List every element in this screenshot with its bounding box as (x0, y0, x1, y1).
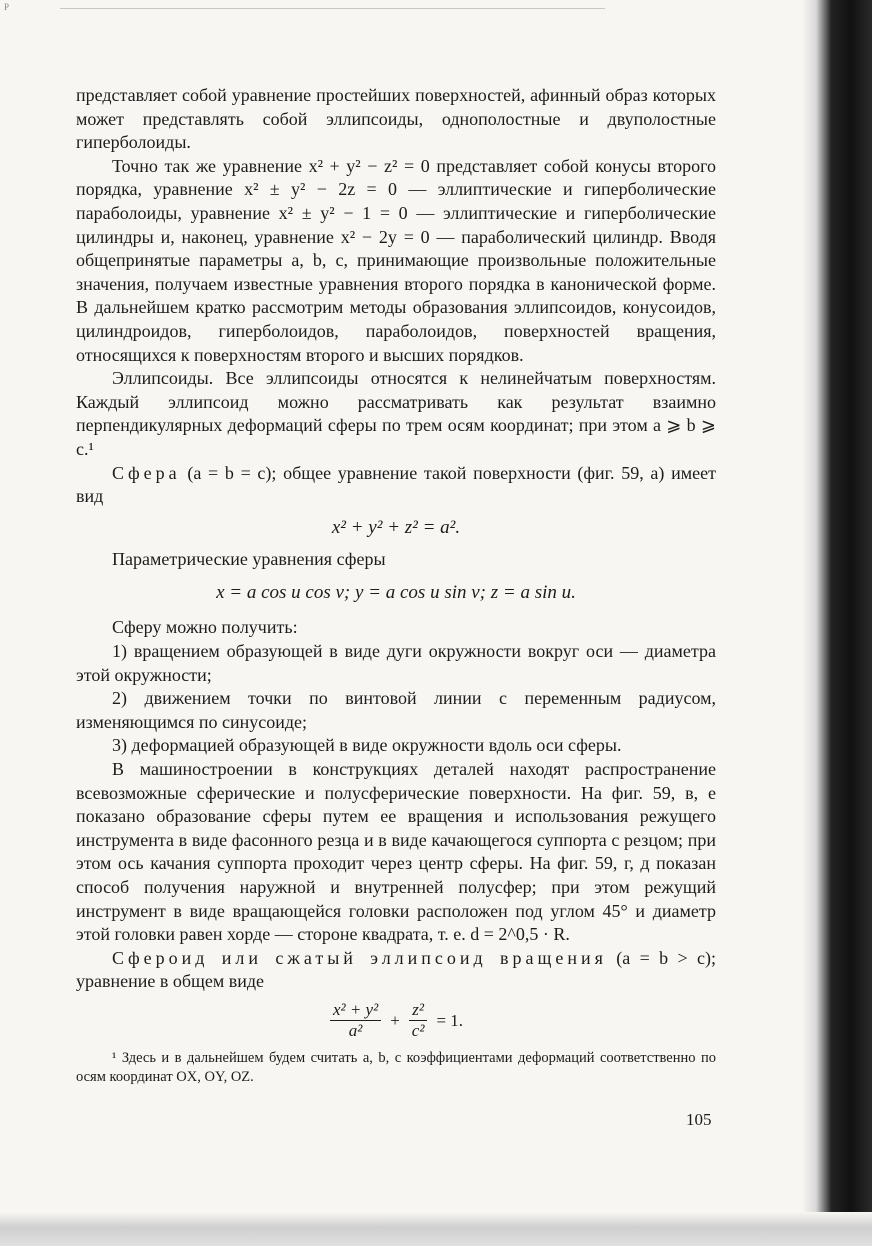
fraction-xy-numerator: x² + y² (330, 1000, 381, 1021)
paragraph-ellipsoids: Эллипсоиды. Все эллипсоиды относятся к нелинейчатым поверхностям. Каждый эллипсоид можно рассматривать как результат взаимно перпендикулярных деформаций сферы по трем осям координат; при этом a ⩾ b ⩾ c.¹ (76, 368, 716, 459)
fraction-z-denominator: c² (411, 1020, 425, 1040)
book-binding-shadow (802, 0, 872, 1246)
fraction-z (409, 1000, 428, 1041)
plus-sign: + (390, 1010, 400, 1030)
sphere-label: Сфера (112, 462, 181, 483)
paragraph-sphere (76, 462, 716, 509)
scan-mark: P (4, 2, 10, 12)
sphere-equation: x² + y² + z² = a². (331, 516, 461, 538)
fraction-xy (330, 1000, 381, 1041)
list-item-helix: 2) движением точки по винтовой линии с переменным радиусом, изменяющимся по синусоиде; (76, 688, 716, 732)
scan-edge-line (60, 8, 605, 13)
paragraph-spheroid (76, 947, 716, 994)
sphere-text: (a = b = c); общее уравнение такой поверхности (фиг. 59, a) имеет вид (76, 462, 716, 507)
fraction-z-numerator: z² (409, 1000, 427, 1021)
page-body (76, 84, 716, 1087)
paragraph-parametric: Параметрические уравнения сферы (112, 549, 386, 570)
spheroid-equation (76, 1000, 716, 1041)
fraction-xy-denominator: a² (348, 1020, 363, 1040)
paragraph-methods-intro: Сферу можно получить: (112, 617, 298, 638)
page-bottom-edge (0, 1212, 872, 1246)
spheroid-label: Сфероид или сжатый эллипсоид вращения (112, 947, 607, 968)
list-item-deformation: 3) деформацией образующей в виде окружности вдоль оси сферы. (112, 735, 622, 756)
parametric-equations: x = a cos u cos v; y = a cos u sin v; z = a sin u. (216, 581, 576, 603)
spheroid-text: (a = b > c); уравнение в общем виде (76, 947, 716, 992)
page-number: 105 (686, 1110, 712, 1129)
footnote: ¹ Здесь и в дальнейшем будем считать a, b, c коэффициентами деформаций соответственно по осям координат OX, OY, OZ. (76, 1049, 716, 1085)
equals-one: = 1. (436, 1010, 464, 1030)
list-item-rotation: 1) вращением образующей в виде дуги окружности вокруг оси — диаметра этой окружности; (76, 641, 716, 685)
paragraph-quadrics: Точно так же уравнение x² + y² − z² = 0 представляет собой конусы второго порядка, уравнение x² ± y² − 2z = 0 — эллиптические и гиперболические параболоиды, уравнение x² ± y² − 1 = 0 — эллиптические и гиперболические цилиндры и, наконец, уравнение x² − 2y = 0 — параболический цилиндр. Вводя общепринятые параметры a, b, c, принимающие произвольные положительные значения, получаем известные уравнения второго порядка в канонической форме. В дальнейшем кратко рассмотрим методы образования эллипсоидов, конусоидов, цилиндроидов, гиперболоидов, параболоидов, поверхностей вращения, относящихся к поверхностям второго и высших порядков. (76, 155, 716, 365)
paragraph-machining: В машиностроении в конструкциях деталей находят распространение всевозможные сферические и полусферические поверхности. На фиг. 59, в, е показано образование сферы путем ее вращения и использования режущего инструмента в виде фасонного резца и в виде качающегося суппорта с резцом; при этом ось качания суппорта проходит через центр сферы. На фиг. 59, г, д показан способ получения наружной и внутренней полусфер; при этом режущий инструмент в виде вращающейся головки расположен под углом 45° и диаметр этой головки равен хорде — стороне квадрата, т. е. d = 2^0,5 · R. (76, 759, 716, 945)
paragraph-intro: представляет собой уравнение простейших поверхностей, афинный образ которых может представлять собой эллипсоиды, однополостные и двуполостные гиперболоиды. (76, 85, 716, 153)
